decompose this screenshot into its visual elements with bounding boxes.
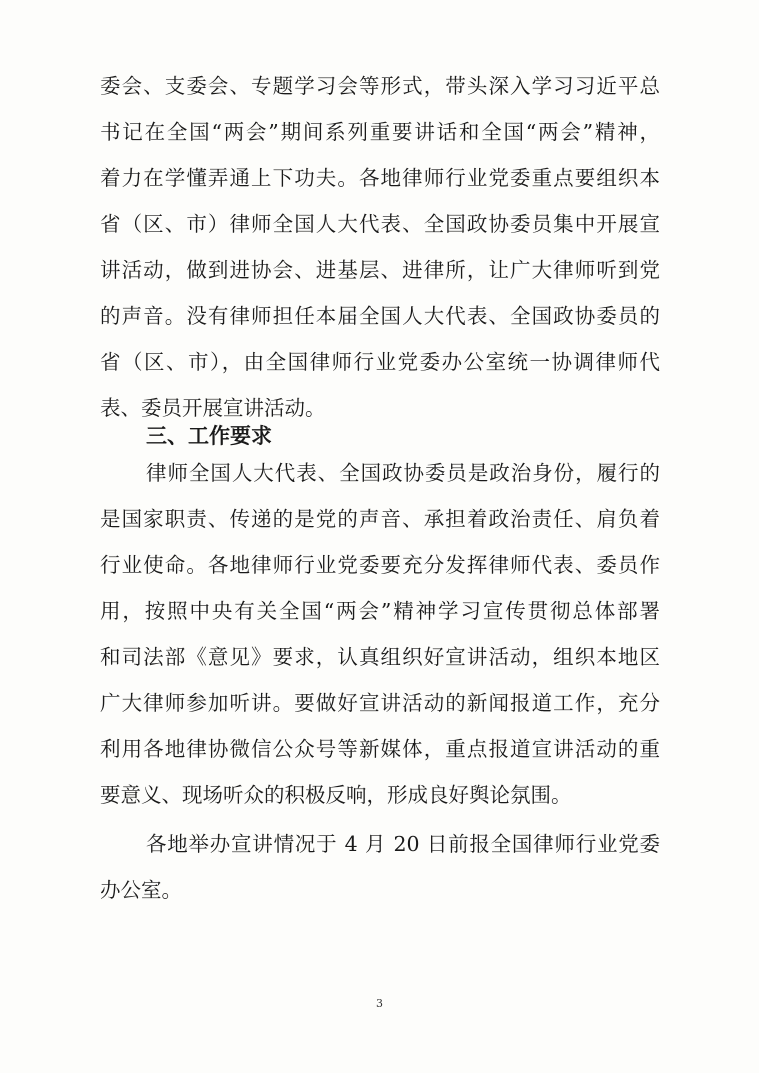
text-line: 和司法部《意见》要求，认真组织好宣讲活动，组织本地区 bbox=[100, 645, 660, 669]
text-line: 的声音。没有律师担任本届全国人大代表、全国政协委员的 bbox=[100, 304, 660, 328]
text-line: 要意义、现场听众的积极反响，形成良好舆论氛围。 bbox=[100, 783, 572, 807]
text-line: 利用各地律协微信公众号等新媒体，重点报道宣讲活动的重 bbox=[100, 737, 660, 761]
text-line: 各地举办宣讲情况于 4 月 20 日前报全国律师行业党委 bbox=[146, 832, 660, 856]
page-number: 3 bbox=[376, 997, 383, 1010]
text-line: 行业使命。各地律师行业党委要充分发挥律师代表、委员作 bbox=[100, 553, 660, 577]
text-line: 广大律师参加听讲。要做好宣讲活动的新闻报道工作，充分 bbox=[100, 691, 660, 715]
text-line: 着力在学懂弄通上下功夫。各地律师行业党委重点要组织本 bbox=[100, 166, 660, 190]
section-heading: 三、工作要求 bbox=[146, 424, 272, 448]
text-line: 省（区、市）律师全国人大代表、全国政协委员集中开展宣 bbox=[100, 212, 660, 236]
text-line: 委会、支委会、专题学习会等形式，带头深入学习习近平总 bbox=[100, 74, 660, 98]
text-line: 是国家职责、传递的是党的声音、承担着政治责任、肩负着 bbox=[100, 507, 660, 531]
text-line: 用，按照中央有关全国“两会”精神学习宣传贯彻总体部署 bbox=[100, 599, 660, 623]
text-line: 律师全国人大代表、全国政协委员是政治身份，履行的 bbox=[146, 461, 660, 485]
text-line: 书记在全国“两会”期间系列重要讲话和全国“两会”精神， bbox=[100, 120, 660, 144]
text-line: 省（区、市），由全国律师行业党委办公室统一协调律师代 bbox=[100, 350, 660, 374]
text-line: 讲活动，做到进协会、进基层、进律所，让广大律师听到党 bbox=[100, 258, 660, 282]
text-line: 办公室。 bbox=[100, 878, 182, 902]
text-line: 表、委员开展宣讲活动。 bbox=[100, 396, 326, 420]
